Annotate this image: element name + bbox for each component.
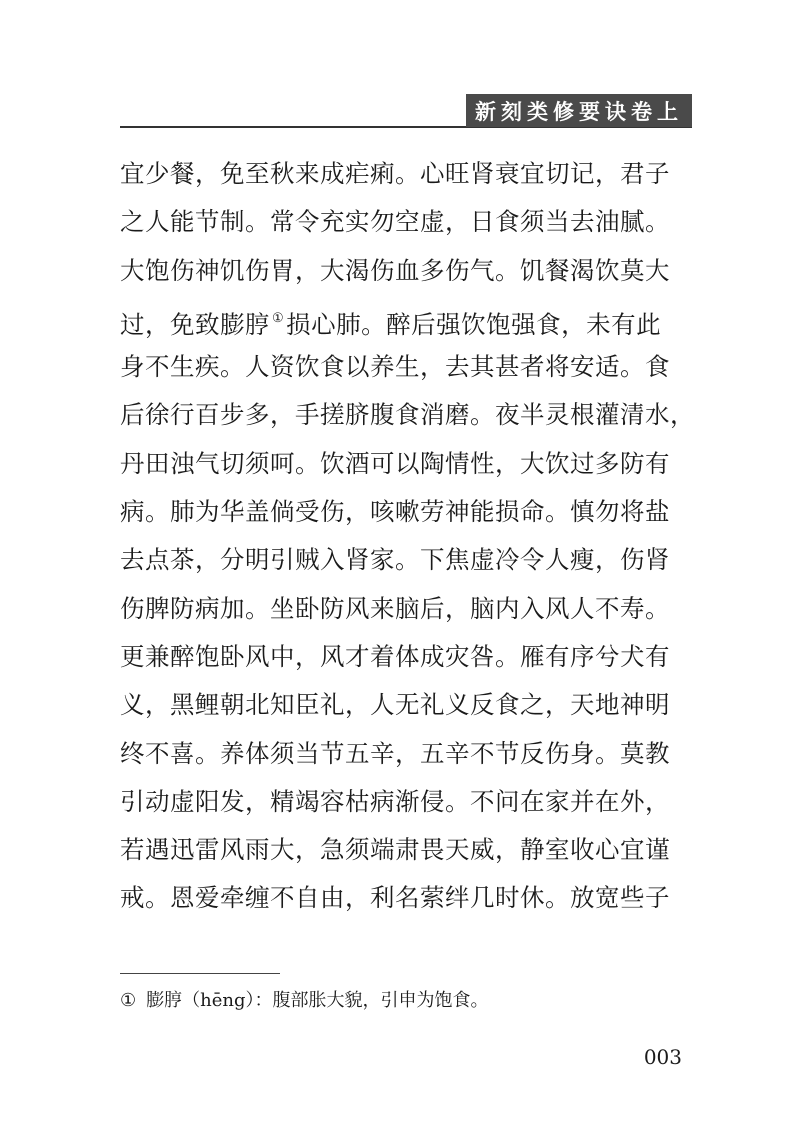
body-line: 身不生疾。人资饮食以养生，去其甚者将安适。食	[120, 352, 670, 382]
body-line: 终不喜。养体须当节五辛，五辛不节反伤身。莫教	[120, 738, 670, 768]
body-line-with-note	[120, 295, 686, 343]
footnote-number: ①	[120, 990, 137, 1011]
page-number: 003	[643, 1045, 682, 1069]
body-line: 大饱伤神饥伤胃，大渴伤血多伤气。饥餐渴饮莫大	[120, 255, 670, 285]
body-line: 去点茶，分明引贼入肾家。下焦虚冷令人瘦，伤肾	[120, 545, 670, 575]
body-line: 戒。恩爱牵缠不自由，利名萦绊几时休。放宽些子	[120, 883, 670, 913]
body-line: 义，黑鲤朝北知臣礼，人无礼义反食之，天地神明	[120, 690, 670, 720]
body-line: 丹田浊气切须呵。饮酒可以陶情性，大饮过多防有	[120, 448, 670, 478]
footnote-text: 膨脝（hēng）：腹部胀大貌，引申为饱食。	[146, 990, 489, 1011]
footnote-marker[interactable]: ①	[272, 310, 285, 326]
body-line: 宜少餐，免至秋来成疟痢。心旺肾衰宜切记，君子	[120, 159, 670, 188]
footnote-divider	[120, 973, 280, 974]
body-line: 之人能节制。常令充实勿空虚，日食须当去油腻。	[120, 207, 670, 237]
body-line: 后徐行百步多，手搓脐腹食消磨。夜半灵根灌清水，	[120, 400, 695, 430]
body-line: 若遇迅雷风雨大，急须端肃畏天威，静室收心宜谨	[120, 835, 670, 865]
running-header: 新刻类修要诀卷上	[466, 94, 692, 127]
body-line: 病。肺为华盖倘受伤，咳嗽劳神能损命。慎勿将盐	[120, 497, 670, 527]
body-text-segment: 过，免致膨脝	[120, 309, 270, 339]
body-text-segment: 损心肺。醉后强饮饱强食，未有此	[286, 309, 662, 339]
footnote	[120, 988, 489, 1014]
body-text	[120, 150, 695, 923]
body-line: 引动虚阳发，精竭容枯病渐侵。不问在家并在外，	[120, 786, 670, 816]
body-line: 更兼醉饱卧风中，风才着体成灾咎。雁有序兮犬有	[120, 641, 670, 671]
body-line: 伤脾防病加。坐卧防风来脑后，脑内入风人不寿。	[120, 593, 670, 623]
